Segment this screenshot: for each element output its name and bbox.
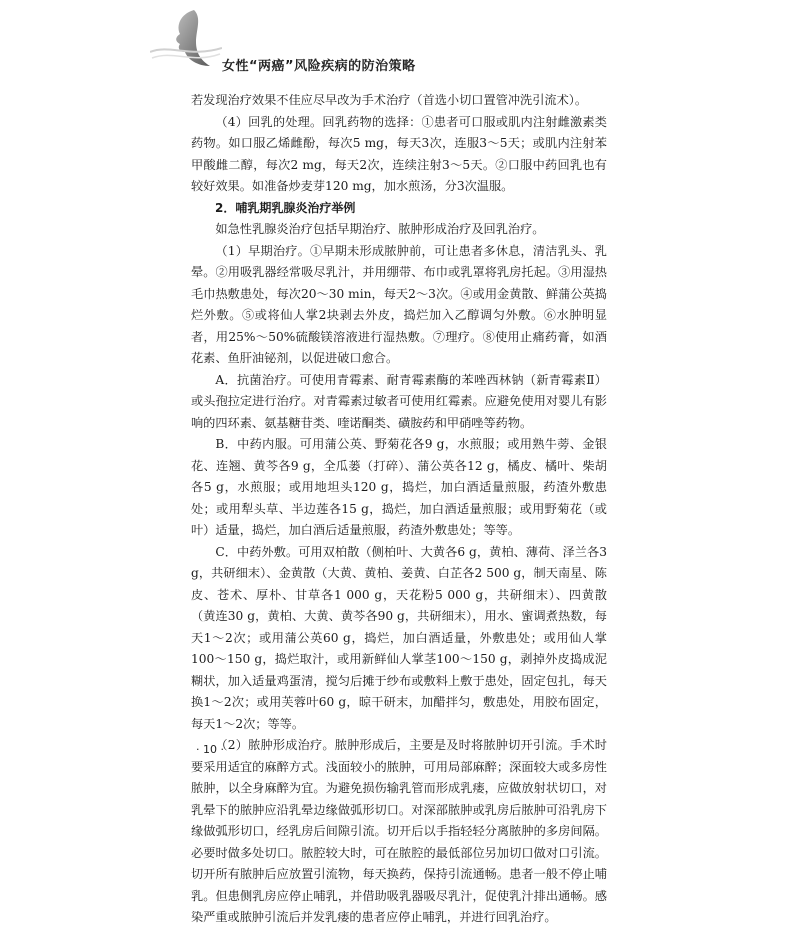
body-paragraph: （1）早期治疗。①早期未形成脓肿前，可让患者多休息，清洁乳头、乳晕。②用吸乳器经常吸尽乳汁，并用绷带、布巾或乳罩将乳房托起。③用湿热毛巾热敷患处，每次20～30 min，每天2～3次。④或用金黄散、鲜蒲公英捣烂外敷。⑤或将仙人掌2块剥去外皮，捣烂加入乙醇调匀外敷。⑥水肿明显者，用25%～50%硫酸镁溶液进行湿热敷。⑦理疗。⑧使用止痛药膏，如酒花素、鱼肝油铋剂，以促进破口愈合。 xyxy=(191,243,607,365)
section-heading: 2．哺乳期乳腺炎治疗举例 xyxy=(215,200,356,215)
body-paragraph: C．中药外敷。可用双柏散（侧柏叶、大黄各6 g，黄柏、薄荷、泽兰各3 g，共研细末）、金黄散（大黄、黄柏、姜黄、白芷各2 500 g，制天南星、陈皮、苍术、厚朴、甘草各1 000 g，天花粉5 000 g，共研细末）、四黄散（黄连30 g，黄柏、大黄、黄芩各90 g，共研细末），用水、蜜调煮热数，每天1～2次；或用蒲公英60 g，捣烂，加白酒适量，外敷患处；或用仙人掌100～150 g，捣烂取汁，或用新鲜仙人掌茎100～150 g，剥掉外皮捣成泥糊状，加入适量鸡蛋清，搅匀后摊于纱布或敷料上敷于患处，固定包扎，每天换1～2次；或用芙蓉叶60 g，晾干研末，加醋拌匀，敷患处，用胶布固定，每天1～2次；等等。 xyxy=(191,544,607,731)
decorative-face-swoosh-icon xyxy=(150,8,222,70)
page-number: · 10 · xyxy=(196,743,224,756)
page-body xyxy=(191,90,607,929)
body-paragraph: （2）脓肿形成治疗。脓肿形成后，主要是及时将脓肿切开引流。手术时要采用适宜的麻醉方式。浅面较小的脓肿，可用局部麻醉；深面较大或多房性脓肿，以全身麻醉为宜。为避免损伤输乳管而形成乳瘘，应做放射状切口，对乳晕下的脓肿应沿乳晕边缘做弧形切口。对深部脓肿或乳房后脓肿可沿乳房下缘做弧形切口，经乳房后间隙引流。切开后以手指轻轻分离脓肿的多房间隔。必要时做多处切口。脓腔较大时，可在脓腔的最低部位另加切口做对口引流。切开所有脓肿后应放置引流物，每天换药，保持引流通畅。患者一般不停止哺乳。但患侧乳房应停止哺乳，并借助吸乳器吸尽乳汁，促使乳汁排出通畅。感染严重或脓肿引流后并发乳瘘的患者应停止哺乳，并进行回乳治疗。 xyxy=(191,738,607,924)
body-paragraph: A．抗菌治疗。可使用青霉素、耐青霉素酶的苯唑西林钠（新青霉素Ⅱ）或头孢拉定进行治疗。对青霉素过敏者可使用红霉素。应避免使用对婴儿有影响的四环素、氨基糖苷类、喹诺酮类、磺胺药和甲硝唑等药物。 xyxy=(191,372,607,430)
page-header xyxy=(0,0,800,90)
body-paragraph: 若发现治疗效果不佳应尽早改为手术治疗（首选小切口置管冲洗引流术）。 xyxy=(191,93,588,107)
body-paragraph: B．中药内服。可用蒲公英、野菊花各9 g，水煎服；或用熟牛蒡、金银花、连翘、黄芩各9 g，全瓜蒌（打碎）、蒲公英各12 g，橘皮、橘叶、柴胡各5 g，水煎服；或用地坦头120 g，捣烂，加白酒适量煎服，药渣外敷患处；或用犁头草、半边莲各15 g，捣烂，加白酒适量煎服；或用野菊花（或叶）适量，捣烂，加白酒后适量煎服，药渣外敷患处；等等。 xyxy=(191,437,607,537)
running-header-title: 女性“两癌”风险疾病的防治策略 xyxy=(222,59,416,74)
body-paragraph: 如急性乳腺炎治疗包括早期治疗、脓肿形成治疗及回乳治疗。 xyxy=(215,222,545,236)
body-paragraph: （4）回乳的处理。回乳药物的选择：①患者可口服或肌内注射雌激素类药物。如口服乙烯雌酚，每次5 mg，每天3次，连服3～5天；或肌内注射苯甲酸雌二醇，每次2 mg，每天2次，连续注射3～5天。②口服中药回乳也有较好效果。如准备炒麦芽120 mg，加水煎汤，分3次温服。 xyxy=(191,114,607,193)
